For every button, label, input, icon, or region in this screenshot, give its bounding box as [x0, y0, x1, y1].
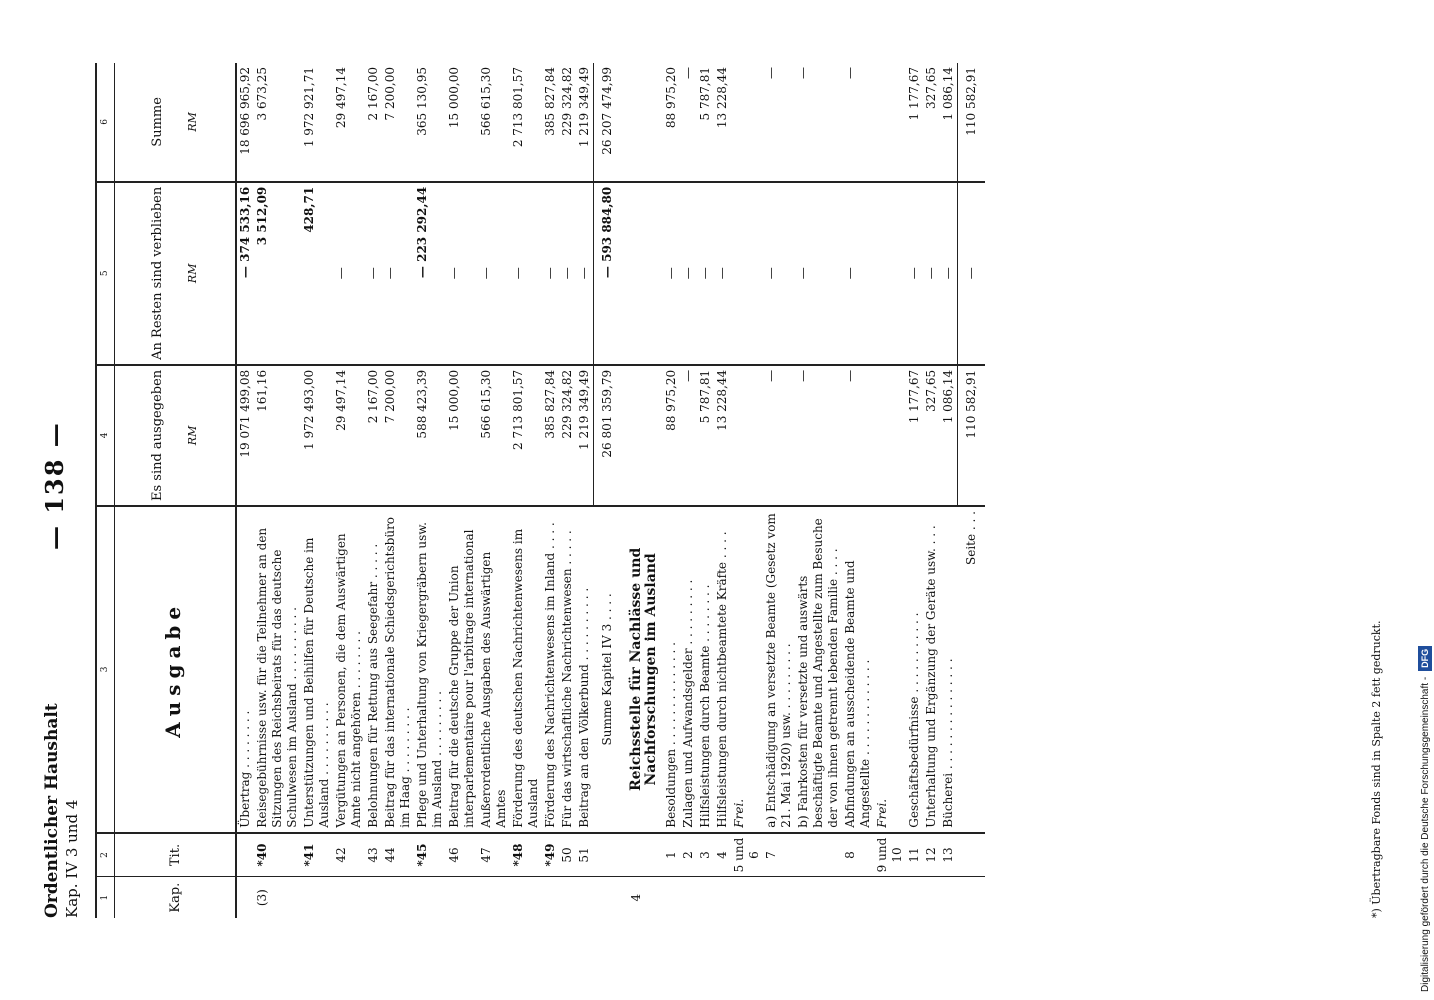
kap-cell: [763, 877, 795, 918]
ausgabe-cell: Geschäftsbedürfnisse . . . . . . . . . . .: [906, 506, 923, 833]
col5-cell: — 223 292,44: [414, 182, 446, 365]
col4-cell: 1 177,67: [906, 365, 923, 506]
ausgabe-cell: Übertrag . . . . . . . .: [236, 506, 254, 833]
kap-cell: [906, 877, 923, 918]
col5-cell: —: [333, 182, 365, 365]
ausgabe-cell: Förderung des Nachrichtenwesens im Inland . . . .: [542, 506, 559, 833]
column-header-6: [115, 63, 237, 182]
col6-cell: 1 086,14: [940, 63, 958, 182]
seite-c6: 110 582,91: [958, 63, 986, 182]
table-row: [663, 63, 680, 918]
col5-unit: RM: [186, 263, 199, 284]
summe-row: [594, 63, 622, 918]
tit-cell: 2: [680, 833, 697, 877]
kap-cell: [446, 877, 478, 918]
col4-cell: 5 787,81: [697, 365, 714, 506]
col5-cell: —: [923, 182, 940, 365]
table-body-kap4: [663, 63, 958, 918]
kap-cell: [842, 877, 874, 918]
tit-cell: 7: [763, 833, 795, 877]
col5-cell: —: [940, 182, 958, 365]
col5-label: An Resten sind verblieben: [150, 186, 165, 360]
col6-cell: —: [795, 63, 842, 182]
ausgabe-label: Ausgabe: [161, 600, 185, 738]
table-row: [446, 63, 478, 918]
footnote: *) Übertragbare Fonds sind in Spalte 2 fett gedruckt.: [1370, 620, 1383, 918]
col4-label: Es sind ausgegeben: [150, 369, 165, 502]
table-row: [795, 63, 842, 918]
col5-cell: —: [559, 182, 576, 365]
col4-cell: 1 086,14: [940, 365, 958, 506]
table-row: [236, 63, 254, 918]
col6-cell: 13 228,44: [714, 63, 731, 182]
kap-cell: [874, 877, 906, 918]
col5-cell: —: [763, 182, 795, 365]
kap-cell: [559, 877, 576, 918]
col5-cell: —: [478, 182, 510, 365]
tit-cell: 4: [714, 833, 731, 877]
column-number-5: 5: [96, 182, 115, 365]
table-row: [510, 63, 542, 918]
tit-cell: [795, 833, 842, 877]
kap-cell: [510, 877, 542, 918]
kap-cell: (3): [255, 889, 269, 907]
col5-cell: —: [663, 182, 680, 365]
tit-cell: 5 und 6: [731, 833, 763, 877]
col4-cell: 29 497,14: [333, 365, 365, 506]
kap-cell: [576, 877, 594, 918]
seite-c4: 110 582,91: [958, 365, 986, 506]
col6-cell: 2 713 801,57: [510, 63, 542, 182]
table-row: [763, 63, 795, 918]
ausgabe-cell: Frei.: [731, 506, 763, 833]
col4-cell: 2 167,00: [365, 365, 382, 506]
col5-cell: 428,71: [301, 182, 333, 365]
ausgabe-cell: Unterhaltung und Ergänzung der Geräte usw. . . .: [923, 506, 940, 833]
ausgabe-cell: Förderung des deutschen Nachrichtenwesens im Ausland: [510, 506, 542, 833]
seite-row: [958, 63, 986, 918]
col6-unit: RM: [186, 112, 199, 132]
header-title: Ordentlicher Haushalt: [42, 703, 62, 918]
table-body-seite: [958, 63, 986, 918]
tit-cell: 47: [478, 833, 510, 877]
col6-cell: 5 787,81: [697, 63, 714, 182]
tit-cell: 8: [842, 833, 874, 877]
seite-c5: —: [958, 182, 986, 365]
table-row: [559, 63, 576, 918]
section-row: [621, 63, 663, 918]
column-header-ausgabe: [115, 506, 237, 833]
col6-cell: —: [680, 63, 697, 182]
col6-cell: 385 827,84: [542, 63, 559, 182]
table-row: [680, 63, 697, 918]
col4-cell: 161,16: [254, 365, 301, 506]
ausgabe-cell: Abfindungen an ausscheidende Beamte und Angestellte . . . . . . . . . . . . .: [842, 506, 874, 833]
table-row: [874, 63, 906, 918]
column-header-kap: Kap.: [115, 877, 237, 918]
col4-cell: 229 324,82: [559, 365, 576, 506]
col6-cell: 327,65: [923, 63, 940, 182]
header-block: [42, 703, 82, 918]
table-row: [940, 63, 958, 918]
kap-cell: [333, 877, 365, 918]
ausgabe-cell: Beitrag für das internationale Schiedsgerichtsbüro im Haag . . . . . . . . .: [382, 506, 414, 833]
col6-cell: 1 972 921,71: [301, 63, 333, 182]
column-number-2: 2: [96, 833, 115, 877]
col5-cell: —: [906, 182, 923, 365]
col6-cell: —: [842, 63, 874, 182]
tit-cell: *49: [542, 833, 559, 877]
column-number-4: 4: [96, 365, 115, 506]
col5-cell: —: [680, 182, 697, 365]
col5-cell: —: [542, 182, 559, 365]
summe-c5: — 593 884,80: [594, 182, 622, 365]
table-row: [478, 63, 510, 918]
col6-cell: 3 673,25: [254, 63, 301, 182]
tit-cell: 11: [906, 833, 923, 877]
col6-cell: 365 130,95: [414, 63, 446, 182]
col5-cell: —: [576, 182, 594, 365]
digitization-note: Digitalisierung gefördert durch die Deutsche Forschungsgemeinschaft -: [1420, 676, 1431, 992]
kap-cell: [697, 877, 714, 918]
tit-cell: 51: [576, 833, 594, 877]
col4-cell: 385 827,84: [542, 365, 559, 506]
table-body-summe: [594, 63, 664, 918]
col5-cell: —: [382, 182, 414, 365]
table-body-kap3: [236, 63, 594, 918]
table-row: [906, 63, 923, 918]
column-number-3: 3: [96, 506, 115, 833]
section-title: Reichsstelle für Nachlässe und Nachforschungen im Ausland: [621, 506, 663, 833]
header-subtitle: Kap. IV 3 und 4: [63, 799, 81, 918]
table-row: [697, 63, 714, 918]
col5-cell: —: [697, 182, 714, 365]
column-number-6: 6: [96, 63, 115, 182]
tit-cell: *40: [254, 833, 301, 877]
col4-cell: —: [842, 365, 874, 506]
ausgabe-cell: Außerordentliche Ausgaben des Auswärtigen Amtes: [478, 506, 510, 833]
kap-cell: [542, 877, 559, 918]
col6-cell: 1 219 349,49: [576, 63, 594, 182]
ausgabe-cell: Bücherei . . . . . . . . . . . . . . .: [940, 506, 958, 833]
table-row: [731, 63, 763, 918]
col4-cell: 19 071 499,08: [236, 365, 254, 506]
tit-cell: 43: [365, 833, 382, 877]
table-row: [382, 63, 414, 918]
table-row: [923, 63, 940, 918]
table-row: [333, 63, 365, 918]
tit-cell: 44: [382, 833, 414, 877]
ausgabe-cell: Für das wirtschaftliche Nachrichtenwesen . . . . .: [559, 506, 576, 833]
table-row: [576, 63, 594, 918]
ausgabe-cell: Beitrag für die deutsche Gruppe der Union interparlementaire pour l'arbitrage international: [446, 506, 478, 833]
col6-cell: [731, 63, 763, 182]
kap-cell: [301, 877, 333, 918]
col5-cell: 3 512,09: [254, 182, 301, 365]
ausgabe-cell: Frei.: [874, 506, 906, 833]
col5-cell: [874, 182, 906, 365]
table-row: [542, 63, 559, 918]
tit-cell: 46: [446, 833, 478, 877]
digitization-text-block: [1418, 8, 1432, 992]
kap-cell: [680, 877, 697, 918]
table-row: [842, 63, 874, 918]
kap-cell: [795, 877, 842, 918]
col6-cell: 18 696 965,92: [236, 63, 254, 182]
col5-cell: —: [446, 182, 478, 365]
column-number-row: [96, 63, 115, 918]
col4-cell: 1 219 349,49: [576, 365, 594, 506]
col4-cell: [874, 365, 906, 506]
tit-cell: 50: [559, 833, 576, 877]
col6-cell: 1 177,67: [906, 63, 923, 182]
col4-cell: —: [680, 365, 697, 506]
page-number: — 138 —: [40, 421, 69, 550]
kap-cell: [714, 877, 731, 918]
kap-cell: [663, 877, 680, 918]
table-row: [714, 63, 731, 918]
col4-cell: 566 615,30: [478, 365, 510, 506]
tit-cell: 9 und 10: [874, 833, 906, 877]
tit-cell: 13: [940, 833, 958, 877]
kap-cell: [923, 877, 940, 918]
digitization-sidebar: [1418, 8, 1432, 992]
col5-cell: [731, 182, 763, 365]
col5-cell: —: [842, 182, 874, 365]
ausgabe-cell: Belohnungen für Rettung aus Seegefahr . . . . .: [365, 506, 382, 833]
table-row: [254, 63, 301, 918]
col6-cell: [874, 63, 906, 182]
column-header-tit: Tit.: [115, 833, 237, 877]
kap-cell: [414, 877, 446, 918]
kap-cell: [940, 877, 958, 918]
col5-cell: —: [714, 182, 731, 365]
tit-cell: *45: [414, 833, 446, 877]
column-number-1: 1: [96, 877, 115, 918]
ausgabe-cell: b) Fahrkosten für versetzte und auswärts beschäftigte Beamte und Angestellte zum Besuche der von ihnen getrennt lebenden Familie . . . .: [795, 506, 842, 833]
col4-cell: 88 975,20: [663, 365, 680, 506]
tit-cell: 12: [923, 833, 940, 877]
col6-label: Summe: [150, 97, 165, 147]
col4-cell: 1 972 493,00: [301, 365, 333, 506]
tit-cell: 3: [697, 833, 714, 877]
ausgabe-cell: a) Entschädigung an versetzte Beamte (Gesetz vom 21. Mai 1920) usw. . . . . . . . . .: [763, 506, 795, 833]
tit-cell: 1: [663, 833, 680, 877]
ausgabe-cell: Reisegebührnisse usw. für die Teilnehmer an den Sitzungen des Reichsbeirats für das deutsche Schulwesen im Ausland . . . . . . . . . .: [254, 506, 301, 833]
col5-cell: —: [365, 182, 382, 365]
col4-cell: —: [795, 365, 842, 506]
col4-cell: 15 000,00: [446, 365, 478, 506]
ausgabe-cell: Hilfsleistungen durch nichtbeamtete Kräfte . . . .: [714, 506, 731, 833]
summe-text: Summe Kapitel IV 3 . . . .: [594, 506, 622, 833]
tit-cell: [236, 833, 254, 877]
kap-cell: [365, 877, 382, 918]
col6-cell: 566 615,30: [478, 63, 510, 182]
seite-text: Seite . . .: [958, 506, 986, 833]
summe-c4: 26 801 359,79: [594, 365, 622, 506]
column-header-4: [115, 365, 237, 506]
col5-cell: — 374 533,16: [236, 182, 254, 365]
table-row: [414, 63, 446, 918]
col6-cell: —: [763, 63, 795, 182]
col4-unit: RM: [186, 425, 199, 446]
kap-cell: [478, 877, 510, 918]
col4-cell: 2 713 801,57: [510, 365, 542, 506]
col4-cell: 7 200,00: [382, 365, 414, 506]
dfg-logo: DFG: [1418, 646, 1432, 671]
ausgabe-cell: Zulagen und Aufwandsgelder . . . . . . . . .: [680, 506, 697, 833]
col5-cell: —: [795, 182, 842, 365]
kap-cell: [731, 877, 763, 918]
ausgabe-cell: Besoldungen . . . . . . . . . . . . . .: [663, 506, 680, 833]
budget-table: [95, 63, 985, 918]
ausgabe-cell: Hilfsleistungen durch Beamte . . . . . . . .: [697, 506, 714, 833]
col4-cell: 588 423,39: [414, 365, 446, 506]
col6-cell: 88 975,20: [663, 63, 680, 182]
kap-cell: [382, 877, 414, 918]
column-header-row: [115, 63, 237, 918]
kap-cell: [236, 877, 254, 918]
section-kap: 4: [629, 893, 643, 902]
column-header-5: [115, 182, 237, 365]
col5-cell: —: [510, 182, 542, 365]
col6-cell: 2 167,00: [365, 63, 382, 182]
table-row: [301, 63, 333, 918]
table-row: [365, 63, 382, 918]
ausgabe-cell: Unterstützungen und Beihilfen für Deutsche im Ausland . . . . . . . . . .: [301, 506, 333, 833]
tit-cell: 42: [333, 833, 365, 877]
col6-cell: 15 000,00: [446, 63, 478, 182]
col6-cell: 7 200,00: [382, 63, 414, 182]
col4-cell: 13 228,44: [714, 365, 731, 506]
col4-cell: [731, 365, 763, 506]
tit-cell: *41: [301, 833, 333, 877]
col6-cell: 29 497,14: [333, 63, 365, 182]
ausgabe-cell: Beitrag an den Völkerbund . . . . . . . . . .: [576, 506, 594, 833]
ausgabe-cell: Pflege und Unterhaltung von Kriegergräbern usw. im Ausland . . . . . . . . .: [414, 506, 446, 833]
summe-c6: 26 207 474,99: [594, 63, 622, 182]
col4-cell: —: [763, 365, 795, 506]
tit-cell: *48: [510, 833, 542, 877]
ausgabe-cell: Vergütungen an Personen, die dem Auswärtigen Amte nicht angehören . . . . . . . .: [333, 506, 365, 833]
col4-cell: 327,65: [923, 365, 940, 506]
col6-cell: 229 324,82: [559, 63, 576, 182]
